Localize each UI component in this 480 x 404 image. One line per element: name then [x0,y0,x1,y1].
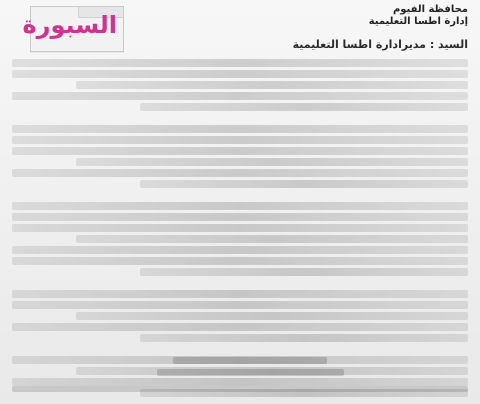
paragraph-gap [12,114,468,122]
text-line [12,202,468,210]
text-line [12,70,468,78]
text-line [140,103,468,111]
signature-block [140,352,360,386]
text-line [12,147,468,155]
text-line [12,92,468,100]
paragraph-gap [12,279,468,287]
text-line [140,268,468,276]
text-line [76,312,468,320]
text-line [12,213,468,221]
text-line [12,125,468,133]
body-paragraph-4 [12,290,468,342]
paragraph-gap [12,191,468,199]
body-paragraph-3 [12,202,468,276]
text-line [12,323,468,331]
header-line-2: إدارة اطسا التعليمية [368,16,468,27]
text-line [12,246,468,254]
text-line [12,59,468,67]
text-line [76,158,468,166]
text-line [12,224,468,232]
footer-line [12,386,468,392]
signature-line-1 [173,357,327,364]
body-paragraph-2 [12,125,468,188]
addressee-line: السيد : مديرادارة اطسا التعليمية [292,38,468,51]
text-line [12,257,468,265]
signature-line-2 [157,369,344,376]
document-header [258,4,468,28]
text-line [76,235,468,243]
text-line [140,180,468,188]
document-body [12,56,468,356]
text-line [12,290,468,298]
text-line [12,136,468,144]
text-line [140,334,468,342]
text-line [12,301,468,309]
text-line [76,81,468,89]
logo-text: السبورة [22,11,117,39]
header-line-1: محافظة الفيوم [392,4,468,15]
text-line [12,169,468,177]
footer [12,386,468,396]
body-paragraph-1 [12,59,468,111]
